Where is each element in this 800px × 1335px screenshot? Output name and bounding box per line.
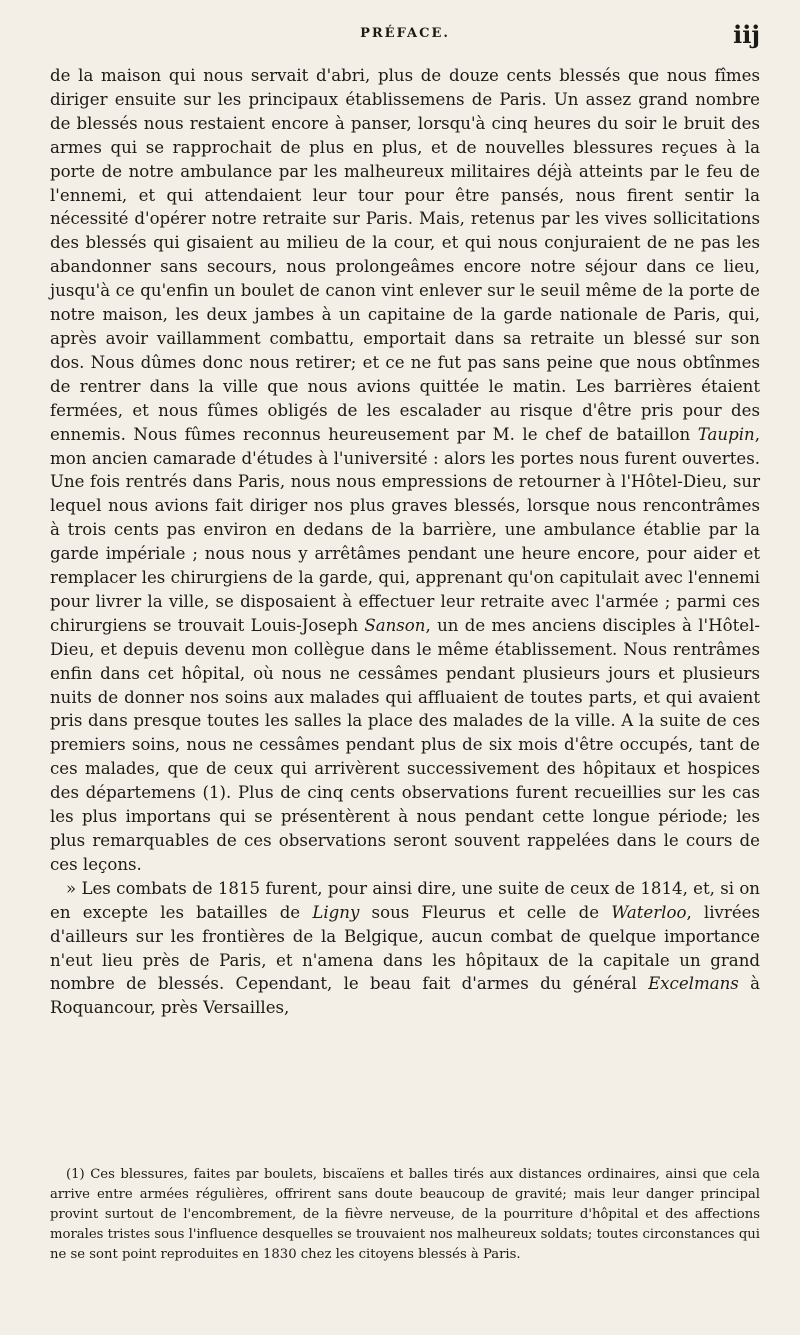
page-number: iij — [733, 20, 760, 49]
paragraph-1 — [50, 64, 760, 877]
footnote-text — [50, 1165, 760, 1265]
paragraph-2 — [50, 877, 760, 1020]
running-title: PRÉFACE. — [360, 26, 450, 41]
text-run: » Les combats de 1815 furent, pour ainsi dire, une suite de ceux de 1814, et, si on en excepte les batailles de — [50, 878, 760, 922]
footnote — [50, 1165, 760, 1265]
text-run: . Plus de cinq cents observations furent recueillies sur les cas les plus importans qui se présentèrent à nous pendant cette longue période; les plus remarquables de ces observations seront souvent rappelées dans le cours de ces leçons. — [50, 783, 760, 874]
text-run: de la maison qui nous servait d'abri, plus de douze cents blessés que nous fîmes diriger ensuite sur les principaux établissemens de Paris. Un assez grand nombre de blessés nous restaient encore à panser, lorsqu'à cinq heures du soir le bruit des armes qui se rapprochait de plus en plus, et de nouvelles blessures reçues à la porte de notre ambulance par les malheureux militaires déjà atteints par le feu de l'ennemi, et qui attendaient leur tour pour être pansés, nous firent sentir la nécessité d'opérer notre retraite sur Paris. Mais, retenus par les vives sollicitations des blessés qui gisaient au milieu de la cour, et qui nous conjuraient de ne pas les abandonner sans secours, nous prolongeâmes encore notre séjour dans ce lieu, jusqu'à ce qu'enfin un boulet de canon vint enlever sur le seuil même de la porte de notre maison, les deux jambes à un capitaine de la garde nationale de Paris, qui, après avoir vaillamment combattu, emportait dans sa retraite un blessé sur son dos. Nous dûmes donc nous retirer; et ce ne fut pas sans peine que nous obtînmes de rentrer dans la ville que nous avions quittée le matin. Les barrières étaient fermées, et nous fûmes obligés de les escalader au risque d'être pris pour des ennemis. Nous fûmes reconnus heureusement par M. le chef de bataillon — [50, 66, 760, 444]
text-run: , un de mes anciens disciples à l'Hôtel-Dieu, et depuis devenu mon collègue dans le même établissement. Nous rentrâmes enfin dans cet hôpital, où nous ne cessâmes pendant plusieurs jours et plusieurs nuits de donner nos soins aux malades qui affluaient de toutes parts, et qui avaient pris dans presque toutes les salles la place des malades de la ville. A la suite de ces premiers soins, nous ne cessâmes pendant plus de six mois d'être occupés, tant de ces malades, que de ceux qui arrivèrent successivement des hôpitaux et hospices des départemens — [50, 615, 760, 803]
name-ligny: Ligny — [312, 902, 360, 922]
name-waterloo: Waterloo — [611, 902, 687, 922]
text-run: , livrées d'ailleurs sur les frontières de la Belgique, aucun combat de quelque importance n'eut lieu près de Paris, et n'amena dans les hôpitaux de la capitale un grand nombre de blessés. Cependant, le beau fait d'armes du général — [50, 902, 760, 994]
text-run: , mon ancien camarade d'études à l'université : alors les portes nous furent ouvertes. Une fois rentrés dans Paris, nous nous empressions de retourner à l'Hôtel-Dieu, sur lequel nous avions fait diriger nos plus graves blessés, lorsque nous rencontrâmes à trois cents pas environ en dedans de la barrière, une ambulance établie par la garde impériale ; nous nous y arrêtâmes pendant une heure encore, pour aider et remplacer les chirurgiens de la garde, qui, apprenant qu'on capitulait avec l'ennemi pour livrer la ville, se disposaient à effectuer leur retraite avec l'armée ; parmi ces chirurgiens se trouvait Louis-Joseph — [50, 424, 760, 635]
running-head — [50, 20, 760, 50]
body-text — [50, 64, 760, 1020]
footnote-marker: (1) — [66, 1167, 85, 1182]
name-excelmans: Excelmans — [648, 974, 739, 994]
footnote-body: Ces blessures, faites par boulets, biscaïens et balles tirés aux distances ordinaires, ainsi que cela arrive entre armées régulières, offrirent sans doute beaucoup de gravité; mais leur danger principal provint surtout de l'encombrement, de la fièvre nerveuse, de la pourriture d'hôpital et des affections morales tristes sous l'influence desquelles se trouvaient nos malheureux soldats; toutes circonstances qui ne se sont point reproduites en 1830 chez les citoyens blessés à Paris. — [50, 1167, 760, 1262]
text-run: à Roquancour, près Versailles, — [50, 974, 760, 1018]
name-taupin: Taupin — [697, 424, 755, 444]
book-page — [50, 0, 760, 1335]
footnote-reference: (1) — [202, 783, 226, 803]
name-sanson: Sanson — [364, 615, 426, 635]
text-run: sous Fleurus et celle de — [359, 902, 612, 922]
